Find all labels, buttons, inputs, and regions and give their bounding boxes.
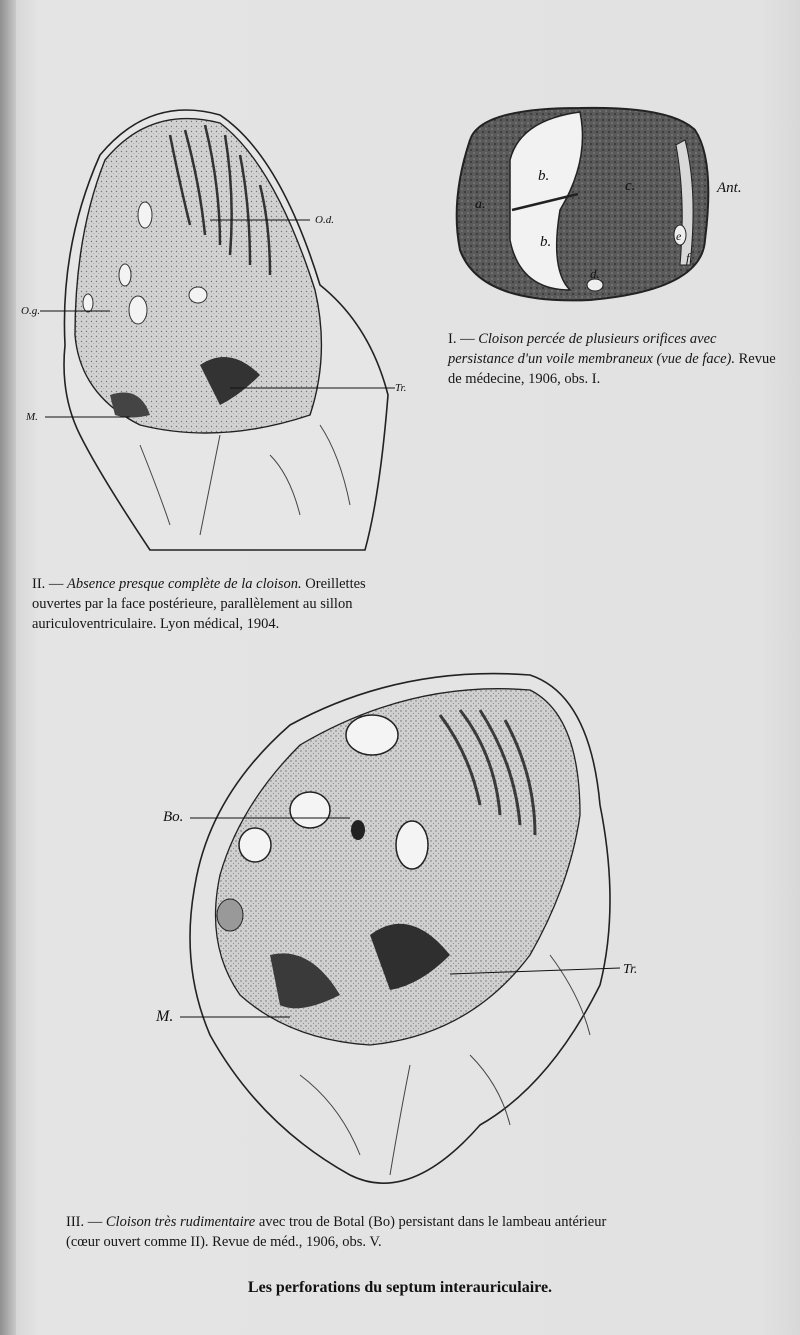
caption-number: I. — [448, 331, 479, 347]
label-tr: Tr. [623, 962, 638, 977]
label-tr: Tr. [395, 382, 407, 394]
figure-3-caption [66, 1212, 786, 1252]
figure-1-caption [448, 329, 778, 389]
label-og: O.g. [21, 305, 40, 317]
label-ant: Ant. [717, 180, 742, 196]
caption-source-line1: avec trou de Botal (Bo) persistant dans le lambeau antérieur [255, 1214, 607, 1230]
caption-source: Oreillettes ouvertes par la face postérieure, parallèlement au sillon auriculoventriculaire. Lyon médical, 1904. [32, 576, 366, 632]
caption-source-line2: (cœur ouvert comme II). Revue de méd., 1906, obs. V. [66, 1234, 382, 1250]
label-od: O.d. [315, 214, 334, 226]
label-m: M. [26, 411, 38, 423]
label-m: M. [156, 1008, 174, 1025]
label-e: e [676, 229, 682, 243]
plate-title: Les perforations du septum interauriculaire. [247, 1279, 553, 1296]
figure-3-botal-foramen [150, 655, 650, 1215]
figure-2-caption [32, 574, 377, 634]
figure-1-septum-front-view [440, 100, 770, 310]
label-c: c. [625, 178, 636, 194]
caption-number: II. — [32, 576, 68, 592]
binding-gutter [0, 0, 16, 1335]
label-f: f. [686, 250, 693, 265]
label-a: a. [475, 197, 486, 212]
label-bo: Bo. [163, 809, 184, 825]
label-b-top: b. [538, 168, 550, 184]
caption-number: III. — [66, 1214, 106, 1230]
caption-italic: Cloison très rudimentaire [105, 1214, 256, 1230]
label-b-bottom: b. [540, 234, 552, 250]
caption-italic: Absence presque complète de la cloison. [67, 576, 302, 592]
caption-source: Revue de médecine, 1906, obs. I. [448, 351, 776, 387]
label-d: d. [590, 266, 600, 281]
figure-2-opened-atria [20, 95, 407, 565]
caption-italic: Cloison percée de plusieurs orifices avec persistance d'un voile membraneux (vue de face). [448, 331, 735, 367]
